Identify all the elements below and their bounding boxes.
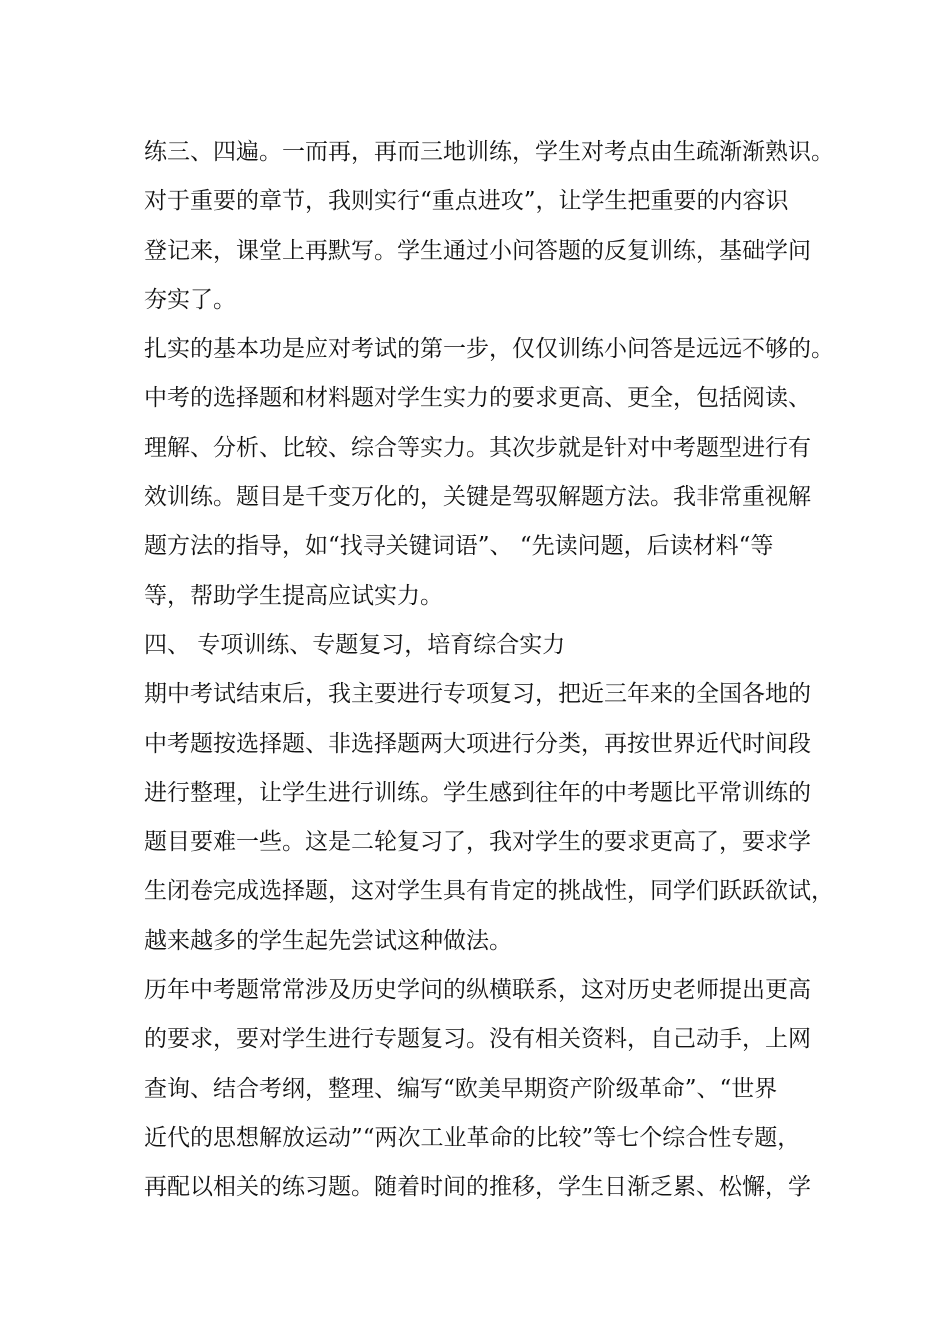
text-line-20: 查询、结合考纲，整理、编写“欧美早期资产阶级革命”、“世界	[144, 1075, 778, 1102]
text-line-21: 近代的思想解放运动”“两次工业革命的比较”等七个综合性专题，	[144, 1124, 801, 1151]
text-line-14: 进行整理，让学生进行训练。学生感到往年的中考题比平常训练的	[144, 779, 811, 806]
text-line-2: 对于重要的章节，我则实行“重点进攻”，让学生把重要的内容识	[144, 188, 789, 215]
text-line-18: 历年中考题常常涉及历史学问的纵横联系，这对历史老师提出更高	[144, 977, 811, 1004]
text-line-9: 题方法的指导，如“找寻关键词语”、 “先读问题，后读材料“等	[144, 533, 774, 560]
text-line-3: 登记来，课堂上再默写。学生通过小问答题的反复训练，基础学问	[144, 237, 811, 264]
document-body	[144, 128, 844, 1213]
text-line-1: 练三、四遍。一而再，再而三地训练，学生对考点由生疏渐渐熟识。	[144, 139, 834, 165]
section-heading: 四、 专项训练、专题复习，培育综合实力	[144, 631, 566, 658]
text-line-5: 扎实的基本功是应对考试的第一步，仅仅训练小问答是远远不够的。	[144, 336, 834, 363]
text-line-6: 中考的选择题和材料题对学生实力的要求更高、更全，包括阅读、	[144, 385, 811, 412]
text-line-19: 的要求，要对学生进行专题复习。没有相关资料，自己动手，上网	[144, 1026, 811, 1053]
text-line-17: 越来越多的学生起先尝试这种做法。	[144, 927, 512, 954]
text-line-22: 再配以相关的练习题。随着时间的推移，学生日渐乏累、松懈，学	[144, 1174, 811, 1201]
text-line-15: 题目要难一些。这是二轮复习了，我对学生的要求更高了，要求学	[144, 829, 811, 856]
text-line-10: 等，帮助学生提高应试实力。	[144, 582, 443, 609]
text-line-13: 中考题按选择题、非选择题两大项进行分类，再按世界近代时间段	[144, 730, 811, 757]
text-line-12: 期中考试结束后，我主要进行专项复习，把近三年来的全国各地的	[144, 681, 811, 708]
text-line-7: 理解、分析、比较、综合等实力。其次步就是针对中考题型进行有	[144, 434, 811, 461]
text-line-8: 效训练。题目是千变万化的，关键是驾驭解题方法。我非常重视解	[144, 484, 811, 511]
text-line-16: 生闭卷完成选择题，这对学生具有肯定的挑战性，同学们跃跃欲试，	[144, 878, 834, 905]
text-line-4: 夯实了。	[144, 286, 236, 313]
